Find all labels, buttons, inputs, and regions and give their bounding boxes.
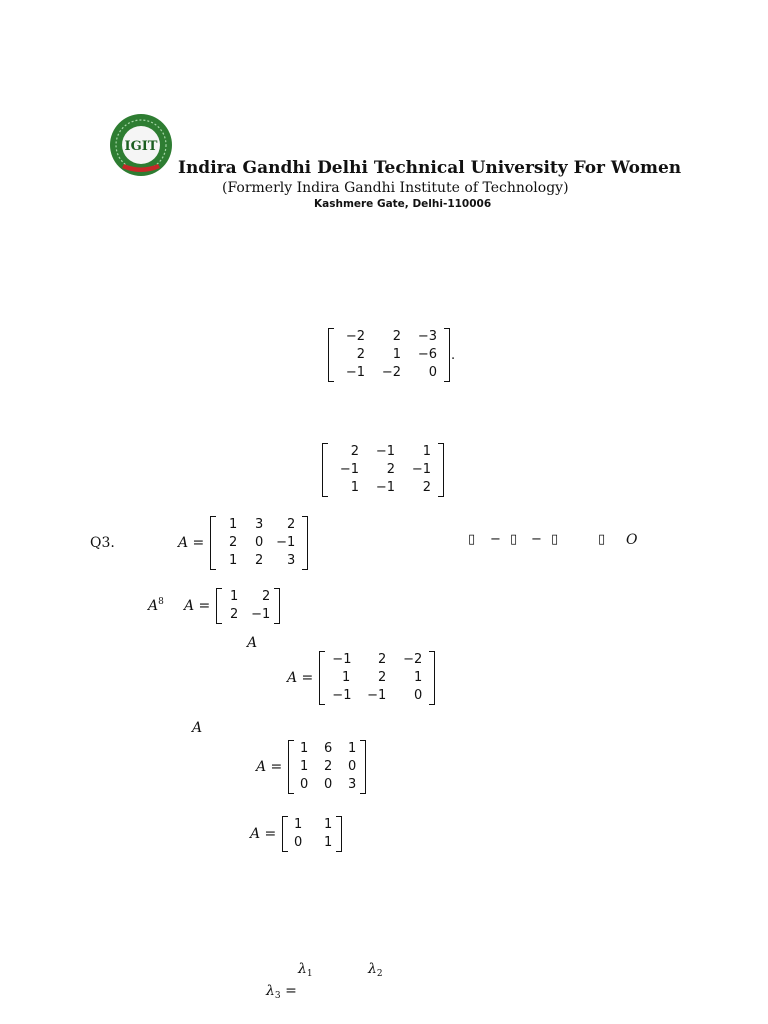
q3-matrix-entries bbox=[216, 516, 302, 570]
matrix-entry: 1 bbox=[348, 741, 357, 756]
matrix-entry: −2 bbox=[381, 365, 401, 380]
lambda-3-equation bbox=[266, 983, 297, 1001]
matrix-entry: 2 bbox=[350, 444, 359, 459]
equals-sign: = bbox=[285, 983, 297, 999]
lambda-symbol: λ bbox=[298, 961, 307, 977]
matrix-lhs: A = bbox=[178, 535, 205, 551]
matrix-entry: 2 bbox=[386, 462, 395, 477]
lambda-1 bbox=[298, 961, 313, 979]
q3-expr-zero-matrix: O bbox=[626, 532, 638, 548]
matrix-entry: −1 bbox=[411, 462, 431, 477]
matrix-entry: −1 bbox=[332, 688, 352, 703]
q3-expr-minus: − bbox=[531, 532, 542, 547]
q3-expr-glyph: ▯ bbox=[468, 532, 476, 547]
right-bracket bbox=[438, 443, 444, 497]
matrix-entry: 2 bbox=[230, 607, 239, 622]
right-bracket bbox=[429, 651, 435, 705]
matrix-entry: 2 bbox=[356, 347, 365, 362]
matrix-entry: 2 bbox=[422, 480, 431, 495]
matrix-entry: −1 bbox=[375, 444, 395, 459]
matrix-4 bbox=[287, 651, 435, 705]
right-bracket bbox=[444, 328, 450, 382]
matrix-lhs: A = bbox=[184, 598, 211, 614]
matrix-entry: 1 bbox=[392, 347, 401, 362]
matrix-entry: 0 bbox=[324, 777, 333, 792]
matrix-entry: 1 bbox=[300, 741, 309, 756]
matrix-entry: 2 bbox=[324, 759, 333, 774]
university-former-name: (Formerly Indira Gandhi Institute of Technology) bbox=[222, 180, 569, 196]
matrix-lhs: A = bbox=[256, 759, 283, 775]
a8-matrix-entries bbox=[222, 588, 274, 624]
matrix-2 bbox=[322, 443, 444, 497]
matrix-entry: 1 bbox=[324, 835, 333, 850]
matrix-5-entries bbox=[294, 740, 360, 794]
matrix-2-entries bbox=[328, 443, 438, 497]
q3-expr-minus: − bbox=[490, 532, 501, 547]
q3-expr-glyph: ▯ bbox=[598, 532, 606, 547]
question-3-label: Q3. bbox=[90, 535, 115, 551]
matrix-entry: −2 bbox=[403, 652, 423, 667]
right-bracket bbox=[360, 740, 366, 794]
matrix-entry: 0 bbox=[255, 535, 264, 550]
matrix-entry: 0 bbox=[294, 835, 303, 850]
matrix-1-entries bbox=[334, 328, 444, 382]
matrix-entry: 3 bbox=[287, 553, 296, 568]
matrix-entry: −1 bbox=[367, 688, 387, 703]
lambda-symbol: λ bbox=[266, 983, 275, 999]
matrix-entry: 0 bbox=[428, 365, 437, 380]
q3-matrix bbox=[178, 516, 308, 570]
a-power-base: A bbox=[148, 598, 159, 614]
matrix-entry: −1 bbox=[332, 652, 352, 667]
matrix-entry: 2 bbox=[262, 589, 271, 604]
lambda-2 bbox=[368, 961, 383, 979]
matrix-entry: 1 bbox=[342, 670, 351, 685]
matrix-entry: 1 bbox=[229, 517, 238, 532]
lambda-subscript: 3 bbox=[274, 991, 281, 1001]
university-logo bbox=[108, 112, 174, 178]
matrix-entry: 2 bbox=[229, 535, 238, 550]
a-power-exponent: 8 bbox=[158, 597, 164, 607]
matrix-1 bbox=[328, 328, 455, 382]
matrix-entry: 1 bbox=[414, 670, 423, 685]
matrix-entry: 1 bbox=[350, 480, 359, 495]
lambda-subscript: 1 bbox=[306, 969, 313, 979]
matrix-entry: 3 bbox=[348, 777, 357, 792]
matrix-symbol-a: A bbox=[247, 635, 258, 651]
matrix-4-entries bbox=[325, 651, 429, 705]
matrix-1-period: . bbox=[451, 347, 456, 363]
matrix-6 bbox=[250, 816, 342, 852]
matrix-5 bbox=[256, 740, 366, 794]
matrix-entry: 1 bbox=[230, 589, 239, 604]
matrix-entry: −1 bbox=[251, 607, 271, 622]
matrix-entry: 2 bbox=[378, 670, 387, 685]
matrix-entry: 1 bbox=[294, 817, 303, 832]
matrix-entry: −2 bbox=[345, 329, 365, 344]
matrix-entry: −3 bbox=[417, 329, 437, 344]
right-bracket bbox=[302, 516, 308, 570]
lambda-symbol: λ bbox=[368, 961, 377, 977]
matrix-lhs: A = bbox=[250, 826, 277, 842]
matrix-entry: −1 bbox=[339, 462, 359, 477]
logo-text: IGIT bbox=[124, 139, 158, 154]
a-power-expression bbox=[148, 597, 164, 614]
q3-expr-glyph: ▯ bbox=[510, 532, 518, 547]
right-bracket bbox=[274, 588, 280, 624]
university-name: Indira Gandhi Delhi Technical University For Women bbox=[178, 158, 682, 178]
matrix-entry: 3 bbox=[255, 517, 264, 532]
matrix-entry: 2 bbox=[392, 329, 401, 344]
lambda-subscript: 2 bbox=[376, 969, 383, 979]
matrix-entry: 0 bbox=[414, 688, 423, 703]
matrix-entry: −1 bbox=[276, 535, 296, 550]
university-address: Kashmere Gate, Delhi-110006 bbox=[314, 198, 492, 210]
matrix-lhs: A = bbox=[287, 670, 314, 686]
matrix-entry: 2 bbox=[378, 652, 387, 667]
right-bracket bbox=[336, 816, 342, 852]
matrix-entry: 6 bbox=[324, 741, 333, 756]
matrix-entry: 0 bbox=[300, 777, 309, 792]
matrix-entry: 1 bbox=[300, 759, 309, 774]
matrix-entry: 1 bbox=[422, 444, 431, 459]
matrix-6-entries bbox=[288, 816, 336, 852]
matrix-entry: 1 bbox=[324, 817, 333, 832]
matrix-entry: −6 bbox=[417, 347, 437, 362]
matrix-entry: 2 bbox=[255, 553, 264, 568]
matrix-entry: 2 bbox=[287, 517, 296, 532]
matrix-entry: −1 bbox=[345, 365, 365, 380]
matrix-entry: 0 bbox=[348, 759, 357, 774]
matrix-entry: −1 bbox=[375, 480, 395, 495]
matrix-symbol-a: A bbox=[192, 720, 203, 736]
a8-matrix bbox=[184, 588, 280, 624]
q3-expr-glyph: ▯ bbox=[551, 532, 559, 547]
matrix-entry: 1 bbox=[229, 553, 238, 568]
